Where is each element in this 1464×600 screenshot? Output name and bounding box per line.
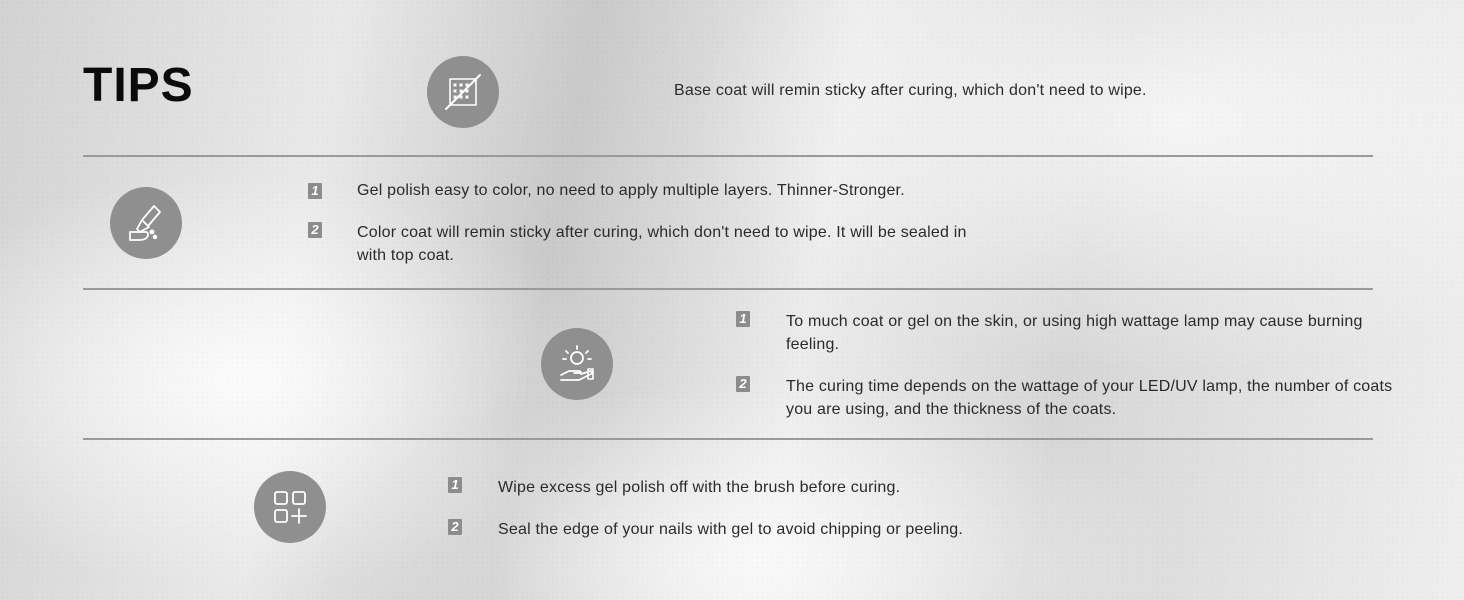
tip-text: Gel polish easy to color, no need to apply multiple layers. Thinner-Stronger. xyxy=(357,182,905,199)
item-number-badge: 1 xyxy=(736,311,750,327)
item-number-badge: 2 xyxy=(736,376,750,392)
item-number-badge: 2 xyxy=(308,222,322,238)
tip-text: Base coat will remin sticky after curing, which don't need to wipe. xyxy=(674,82,1147,99)
grid-plus-icon xyxy=(254,471,326,543)
tip-text: Wipe excess gel polish off with the brush before curing. xyxy=(498,479,901,496)
polish-brush-icon xyxy=(110,187,182,259)
tip-text: Seal the edge of your nails with gel to avoid chipping or peeling. xyxy=(498,521,964,538)
tip-text: To much coat or gel on the skin, or using high wattage lamp may cause burning feeling. xyxy=(786,313,1363,353)
section-divider xyxy=(83,438,1373,440)
item-number-badge: 1 xyxy=(308,183,322,199)
page-title: TIPS xyxy=(83,59,194,112)
item-number-badge: 2 xyxy=(448,519,462,535)
lamp-hand-icon xyxy=(541,328,613,400)
item-number-badge: 1 xyxy=(448,477,462,493)
no-wipe-icon xyxy=(427,56,499,128)
tip-text: Color coat will remin sticky after curing, which don't need to wipe. It will be sealed in with top coat. xyxy=(357,224,967,264)
section-divider xyxy=(83,288,1373,290)
tip-text: The curing time depends on the wattage of your LED/UV lamp, the number of coats you are using, and the thickness of the coats. xyxy=(786,378,1393,418)
section-divider xyxy=(83,155,1373,157)
